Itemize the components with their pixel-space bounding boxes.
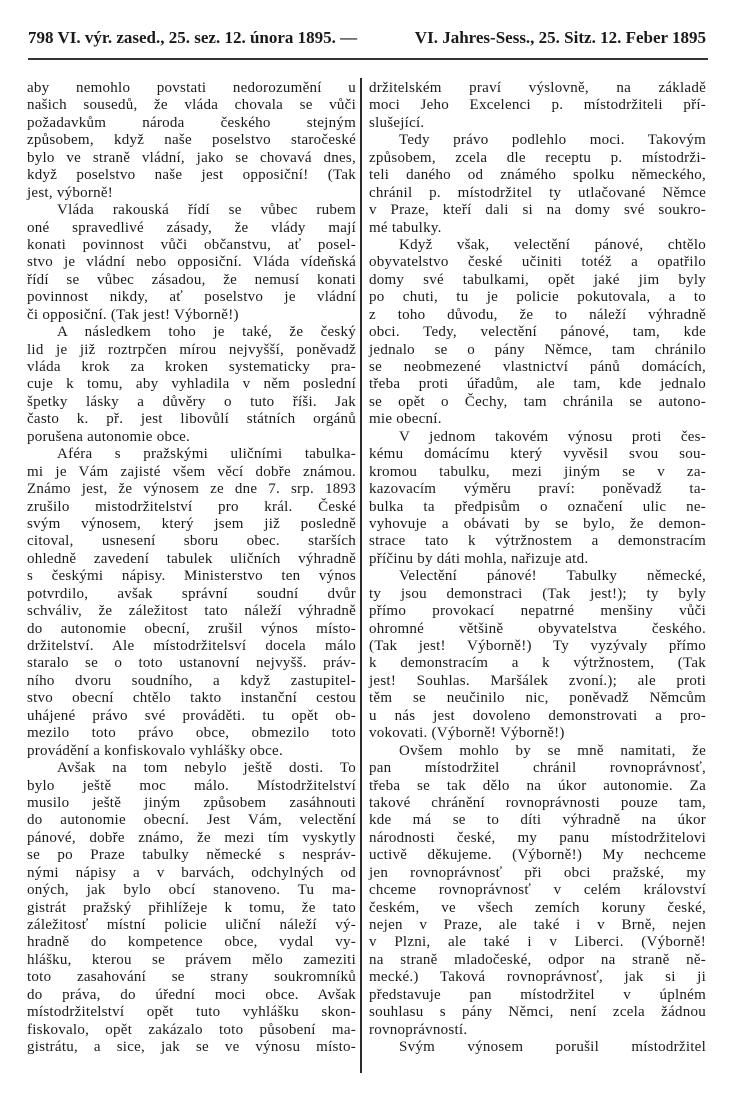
text-line: hradně do kompetence obce, vydal vy- [27,934,356,951]
text-line: ohromné většině obyvatelstva českého. [369,620,706,637]
text-line: potvrdilo, avšak správní soudní dvůr [27,585,356,602]
text-line: způsobem, když naše poselstvo staročeské [27,132,356,149]
text-line: oné spravedlivé zásady, že vlády mají [27,219,356,236]
text-line: těm se neučinilo nic, poněvadž Němcům [369,690,706,707]
text-line: musilo ještě jiným způsobem zasáhnouti [27,794,356,811]
text-line: mezilo toto právo obce, obmezilo toto [27,725,356,742]
text-line: špetky lásky a důvěry o tuto říši. Jak [27,393,356,410]
paragraph [27,446,356,760]
text-line: Avšak na tom nebylo ještě dosti. To [57,760,356,777]
text-line: nými nápisy a v barvách, odchylných od [27,864,356,881]
text-line: držitelství. Ale místodržitelsví docela málo [27,638,356,654]
paragraph [27,760,356,1056]
text-line: do autonomie obecní. Jest Vám, velectění [27,812,356,829]
text-line: citoval, usnesení sboru obec. starších [27,533,356,550]
text-line: jest, výborně! [27,184,113,201]
text-line: oných, jak bylo obcí stanoveno. Tu ma- [27,882,356,899]
text-line: držitelském praví výslovně, na základě [369,80,706,96]
text-line: stvo je vládní nebo opposiční. Vláda vídeňská [27,254,356,271]
text-line: ního dvoru soudního, a když zastupitel- [27,672,356,689]
text-line: schváliv, že záležitost tato náleží výhradně [27,603,356,620]
paragraph [369,237,706,429]
text-line: mé tabulky. [369,219,442,236]
text-line: řídí se vůbec zásadou, že nemusí konati [27,271,356,288]
text-line: Tedy právo podlehlo moci. Takovým [399,132,706,149]
text-line: moci Jeho Excelenci p. místodržiteli pří- [369,97,706,114]
text-line: takové chránění rovnoprávnosti pouze tam, [369,794,706,811]
paragraph [27,202,356,324]
text-line: souhlasu s pány Němci, není zcela žádnou [369,1004,706,1021]
text-line: českém, ve všech zemích koruny české, [369,899,706,916]
right-column [369,80,706,1057]
text-line: aby nemohlo povstati nedorozumění u [27,80,356,96]
text-line: kazovacím výměru praví: poněvadž ta- [369,481,706,498]
text-line: národnosti české, my panu místodržitelovi [369,829,706,846]
text-line: gistrátu, a sice, jak se ve výnosu místo- [27,1039,356,1056]
text-line: bylo ve straně vládní, jako se chovavá dnes, [27,149,356,166]
text-line: se opět o Čechy, tam chránila se autono- [369,393,706,410]
text-line: do práva, do úřední moci obce. Avšak [27,986,356,1003]
text-line: pan místodržitel chránil rovnoprávnosť, [369,760,706,777]
text-line: V jednom takovém výnosu proti čes- [399,428,706,445]
text-line: Aféra s pražskými uličními tabulka- [57,446,356,463]
text-line: se po Praze tabulky německé s nespráv- [27,847,356,864]
paragraph [369,568,706,742]
text-line: často k. př. jest libovůlí státních orgánů [27,411,356,428]
text-line: obyvatelstvo české učiniti totéž a opatřilo [369,254,706,271]
text-line: s českými nápisy. Ministerstvo ten výnos [27,568,356,585]
text-line: bulka ta předpisům o označení ulic ne- [369,498,706,515]
header-czech: 798 VI. výr. zased., 25. sez. 12. února 1895. — [28,28,358,47]
text-line: provádění a konfiskovalo vyhlášky obce. [27,742,283,759]
text-line: našich sousedů, že vláda chovala se vůči [27,97,356,114]
text-line: na straně mladočeské, odpor na straně ně- [369,951,706,968]
text-line: lid je již roztrpčen mírou nejvyšší, poněvadž [27,341,356,358]
text-line: přímo provokací nepatrné menšiny vůči [369,603,706,620]
text-line: místodržitelství opět tuto vyhlášku skon- [27,1004,356,1021]
text-line: rovnoprávností. [369,1021,468,1038]
text-line: příčinu by dáti mohla, nařizuje atd. [369,550,589,567]
text-line: v Plzni, ale také i v Liberci. (Výborně! [369,934,706,951]
text-line: kde má se to díti výhradně na úkor [369,812,706,829]
text-line: vyhovuje a obávati by se bylo, že demon- [369,515,706,532]
text-line: z toho důvodu, že to náleží výhradně [369,306,706,323]
text-line: mi je Vám zajisté všem věcí dobře známou. [27,463,356,480]
text-line: ohledně zavedení tabulek uličních výhradně [27,550,356,567]
text-line: nejen v Praze, ale také i v Brně, nejen [369,917,706,933]
text-line: Vláda rakouská řídí se vůbec rubem [57,202,356,219]
text-line: (Tak jest! Výborně!) Ty vyzývaly přímo [369,638,706,654]
text-line: domy své tabulkami, opět jaké jim byly [369,271,706,288]
text-line: představuje pan místodržitel v úplném [369,986,706,1003]
text-line: chceme rovnoprávnosť v celém království [369,882,706,899]
text-line: Známo jest, že výnosem ze dne 7. srp. 1893 [27,481,356,498]
text-line: chránil p. místodržitel ty utlačované Němce [369,184,706,201]
text-line: Velectění pánové! Tabulky německé, [399,568,706,585]
text-line: bylo ještě moc málo. Místodržitelství [27,777,356,794]
text-line: uhájené právo své prováděti. tu opět ob- [27,707,356,724]
text-line: po chuti, tu je policie pokutovala, a to [369,289,706,306]
text-line: požadavkům národa českého stejným [27,114,356,131]
text-line: cuje k tomu, aby vyhladila v něm poslední [27,376,356,393]
text-line: vokovati. (Výborně! Výborně!) [369,725,565,742]
text-line: obci. Tedy, velectění pánové, tam, kde [369,324,706,341]
text-line: jednalo se o pány Němce, tam chránilo [369,341,706,358]
paragraph [369,429,706,569]
header-german: VI. Jahres-Sess., 25. Sitz. 12. Feber 1895 [414,28,706,47]
text-line: záležitosť místní policie uliční náleží vý- [27,917,356,933]
page-header [28,28,706,52]
text-line: konati povinnost vůči občanstvu, ať posel- [27,236,356,253]
text-line: zrušilo mistodržitelství pro král. České [27,498,356,515]
text-line: pánové, dobře známo, že mezi tím vyskytly [27,829,356,846]
text-line: teli daného od známého spolku německého, [369,167,706,184]
paragraph [369,1039,706,1056]
text-line: slušející. [369,114,425,131]
text-line: mie obecní. [369,411,442,428]
text-line: ty jsou demonstraci (Tak jest!); ty byly [369,585,706,602]
paragraph [27,80,356,202]
text-line: hlášku, kterou se právem mělo zameziti [27,951,356,968]
text-line: třeba proti úřadům, ale tam, kde jednalo [369,376,706,393]
text-line: Když však, velectění pánové, chtělo [399,236,706,253]
column-divider [360,78,362,1073]
text-line: či opposiční. (Tak jest! Výborně!) [27,306,239,323]
paragraph [369,80,706,132]
header-rule [28,58,708,60]
text-line: mecké.) Taková rovnoprávnosť, jak si ji [369,969,706,986]
text-line: strace tato k výtržnostem a demonstracím [369,533,706,550]
text-line: k demonstracím a k výtržnostem, (Tak [369,655,706,672]
paragraph [369,132,706,237]
text-line: stvo obecní chtělo takto instanční cestou [27,690,356,707]
paragraph [27,324,356,446]
text-line: kromou tabulku, mezi jiným se v za- [369,463,706,480]
text-line: způsobem, zcela dle receptu p. místodrži- [369,149,706,166]
text-line: toto zasahování se strany soukromníků [27,969,356,986]
text-line: jen rovnoprávnosť při obci pražské, my [369,864,706,881]
text-line: když poselstvo naše jest opposiční! (Tak [27,167,356,184]
text-line: A následkem toho je také, že český [57,324,356,341]
text-line: povinnost nikdy, ať poselstvo je vládní [27,289,356,306]
text-line: se neobmezené vlastnictví pánů domácích, [369,359,706,375]
text-line: kému domácímu který vyvěsil svou sou- [369,446,706,463]
text-line: Svým výnosem porušil místodržitel [399,1039,706,1056]
text-line: uctivě děkujeme. (Výborně!) My nechceme [369,847,706,864]
text-line: třeba se tak dělo na úkor autonomie. Za [369,777,706,794]
text-line: porušena autonomie obce. [27,428,191,445]
text-line: svým výnosem, který jsem již posledně [27,515,356,532]
text-line: staralo se o toto ustanovní nejvyšš. práv- [27,655,356,672]
left-column [27,80,356,1057]
text-line: jest! Souhlas. Maršálek zvoní.); ale proti [369,672,706,689]
text-line: do autonomie obecní, zrušil výnos místo- [27,620,356,637]
text-line: fiskovalo, opět zakázalo toto působení ma- [27,1021,356,1038]
text-line: vláda krok za kroken systematicky pra- [27,359,356,375]
text-line: u nás jest dovoleno demonstrovati a pro- [369,707,706,724]
text-line: gistrát pražský přihlížeje k tomu, že tato [27,899,356,916]
text-line: v Praze, kteří dali si na domy své soukro- [369,202,706,219]
paragraph [369,743,706,1039]
text-line: Ovšem mohlo by se mně namitati, že [399,742,706,759]
